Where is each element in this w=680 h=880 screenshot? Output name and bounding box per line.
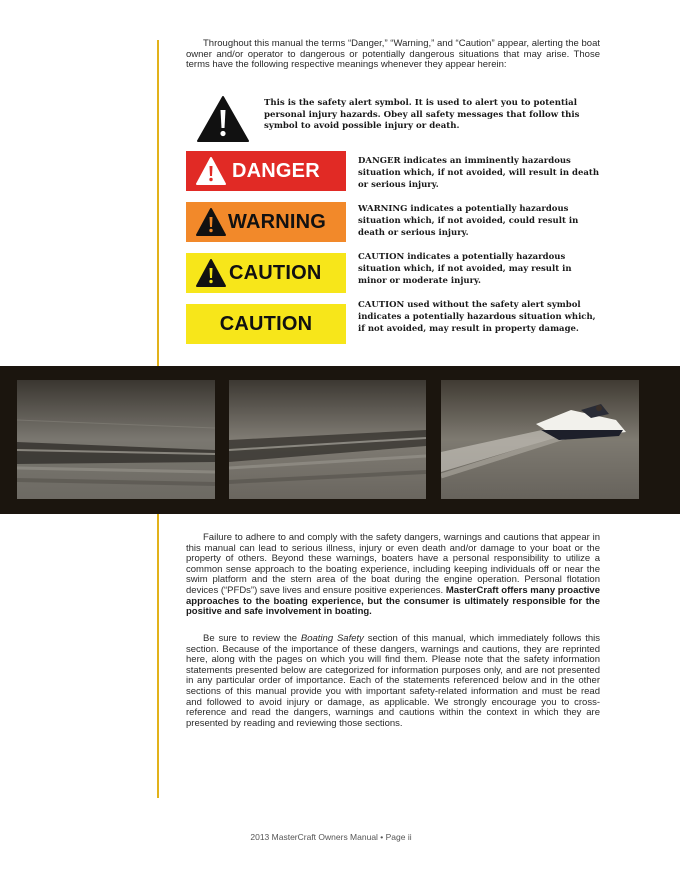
warning-description: WARNING indicates a potentially hazardous situation which, if not avoided, could result in death or serious injury. (358, 204, 579, 238)
warning-alert-icon (195, 207, 227, 237)
boat-wake-photo-2 (229, 380, 426, 499)
caution-alert-icon (195, 258, 227, 288)
safety-alert-icon (196, 95, 250, 143)
danger-label: DANGER (232, 160, 320, 182)
caution-label: CAUTION (229, 262, 322, 284)
danger-alert-icon (195, 156, 227, 186)
boat-wake-photo-1 (17, 380, 215, 499)
danger-sign (186, 151, 346, 191)
boating-safety-reference: Boating Safety (300, 633, 364, 644)
safety-alert-row (186, 95, 606, 155)
accent-rule-bottom (157, 500, 159, 798)
caution-plain-label: CAUTION (219, 313, 313, 335)
accent-rule-top (157, 40, 159, 380)
caution-sign (186, 253, 346, 293)
danger-description: DANGER indicates an imminently hazardous situation which, if not avoided, will result in death or serious injury. (358, 156, 599, 190)
body-paragraph-1-bold: MasterCraft offers many proactive approaches to the boating experience, but the consumer is ultimately responsible for the positive and safe involvement in boating. (186, 584, 601, 618)
safety-alert-text: This is the safety alert symbol. It is used to alert you to potential personal injury hazards. Obey all safety messages that follow this symbol to avoid possible injury or death. (264, 98, 580, 131)
caution-plain-description: CAUTION used without the safety alert symbol indicates a potentially hazardous situation which, if not avoided, may result in property damage. (358, 300, 596, 334)
boat-photo-3 (441, 380, 639, 499)
intro-paragraph: Throughout this manual the terms “Danger,” “Warning,” and “Caution” appear, alerting the boat owner and/or operator to dangerous or potentially dangerous situations that may arise. Those terms have the following respective meanings whenever they appear herein: (186, 38, 600, 71)
photo-strip (0, 366, 680, 514)
body-paragraph-2: Be sure to review the Boating Safety section of this manual, which immediately follows this section. Because of the importance of these dangers, warnings and cautions, they are reprinted here, along with the pages on which you will find them. Please note that the safety information statements presented below are categorized for information purposes only, and are not presented in any particular order of importance. Each of the statements referenced below and in the other sections of this manual provide you with important safety-related information and must be read and followed to avoid injury or damage, as applicable. We strongly encourage you to cross-reference and read the dangers, warnings and cautions within the context in which they are presented by reading and reviewing those sections. (186, 633, 601, 729)
body-paragraph-1: Failure to adhere to and comply with the safety dangers, warnings and cautions that appear in this manual can lead to serious illness, injury or even death and/or damage to your boat or the property of others. Beyond these warnings, boaters have a personal responsibility to utilize a common sense approach to the boating experience, including keeping individuals off or near the swim platform and the stern area of the boat during the engine operation. Personal flotation devices (“PFDs”) save lives and ensure positive experiences. MasterCraft offers many proactive approaches to the boating experience, but the consumer is ultimately responsible for the positive and safe involvement in boating. (186, 532, 601, 618)
caution-description: CAUTION indicates a potentially hazardous situation which, if not avoided, may result in minor or moderate injury. (358, 252, 572, 286)
caution-plain-sign (186, 304, 346, 344)
warning-sign (186, 202, 346, 242)
warning-label: WARNING (228, 211, 327, 233)
page-footer: 2013 MasterCraft Owners Manual • Page ii (250, 832, 412, 842)
